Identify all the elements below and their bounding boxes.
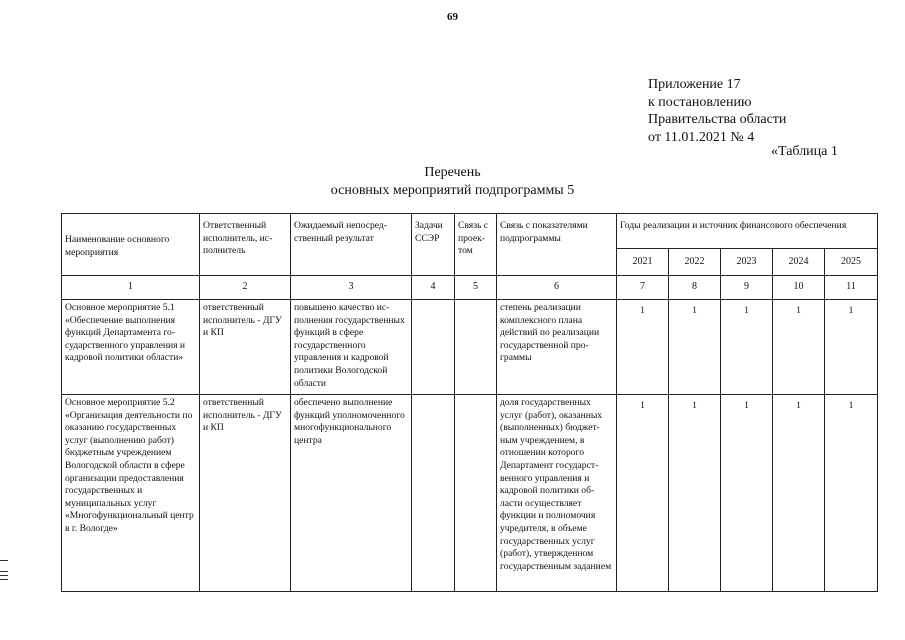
header-link-indicators: Связь с показателями подпрограммы bbox=[497, 214, 617, 276]
cell-value: 1 bbox=[721, 395, 773, 592]
margin-mark bbox=[0, 579, 8, 580]
header-year: 2025 bbox=[825, 249, 878, 276]
cell-result: повышено качество исполнения государственных функций в сфере государственного управления и кадровой политики Вологодской области bbox=[291, 300, 412, 395]
cell-result: обеспечено выполнение функций уполномоченного многофункционального центра bbox=[291, 395, 412, 592]
table-row bbox=[62, 395, 878, 592]
header-link-project: Связь с проектом bbox=[455, 214, 497, 276]
column-number: 6 bbox=[497, 276, 617, 300]
cell-value: 1 bbox=[617, 395, 669, 592]
cell-value: 1 bbox=[825, 395, 878, 592]
table-row bbox=[62, 300, 878, 395]
column-number: 10 bbox=[773, 276, 825, 300]
column-number: 7 bbox=[617, 276, 669, 300]
header-year: 2023 bbox=[721, 249, 773, 276]
activities-table bbox=[61, 213, 878, 592]
cell-tasks bbox=[412, 395, 455, 592]
margin-mark bbox=[0, 571, 8, 572]
cell-value: 1 bbox=[773, 395, 825, 592]
header-executor: Ответственный исполнитель, исполнитель bbox=[200, 214, 291, 276]
cell-link-project bbox=[455, 395, 497, 592]
appendix-line: Приложение 17 bbox=[648, 77, 741, 92]
header-result: Ожидаемый непосредственный результат bbox=[291, 214, 412, 276]
header-years-group: Годы реализации и источник финансового обеспечения bbox=[617, 214, 878, 249]
header-name: Наименование основного мероприятия bbox=[62, 214, 200, 276]
margin-mark bbox=[0, 560, 8, 561]
cell-value: 1 bbox=[721, 300, 773, 395]
column-number: 9 bbox=[721, 276, 773, 300]
header-year: 2021 bbox=[617, 249, 669, 276]
cell-value: 1 bbox=[773, 300, 825, 395]
cell-tasks bbox=[412, 300, 455, 395]
appendix-line: к постановлению bbox=[648, 94, 752, 110]
column-number: 4 bbox=[412, 276, 455, 300]
cell-value: 1 bbox=[669, 300, 721, 395]
cell-name: Основное мероприятие 5.2 «Организация деятельности по оказанию государственных услуг (выполнению работ) бюджетным учреждением Вологодской области в сфере организации предоставления государственных и муниципальных услуг «Многофункциональный центр в г. Вологде» bbox=[62, 395, 200, 592]
cell-name: Основное мероприятие 5.1 «Обеспечение выполнения функций Департамента государственного управления и кадровой политики области» bbox=[62, 300, 200, 395]
cell-executor: ответственный исполнитель - ДГУ и КП bbox=[200, 395, 291, 592]
column-number: 1 bbox=[62, 276, 200, 300]
cell-value: 1 bbox=[669, 395, 721, 592]
cell-value: 1 bbox=[825, 300, 878, 395]
header-year: 2024 bbox=[773, 249, 825, 276]
appendix-line: Правительства области bbox=[648, 112, 787, 127]
cell-link-indicators: доля государственных услуг (работ), оказанных (выполненных) бюджетным учреждением, в отношении которого Департамент государственного управления и кадровой политики области осуществляет функции и полномочия учредителя, в объеме государственных услуг (работ), утвержденном государственным заданием bbox=[497, 395, 617, 592]
column-number: 5 bbox=[455, 276, 497, 300]
table-label: «Таблица 1 bbox=[771, 144, 838, 159]
page-number: 69 bbox=[447, 11, 458, 23]
cell-link-project bbox=[455, 300, 497, 395]
appendix-line: от 11.01.2021 № 4 bbox=[648, 129, 755, 145]
column-number: 8 bbox=[669, 276, 721, 300]
cell-executor: ответственный исполнитель - ДГУ и КП bbox=[200, 300, 291, 395]
header-year: 2022 bbox=[669, 249, 721, 276]
appendix-block bbox=[648, 76, 786, 146]
column-number: 2 bbox=[200, 276, 291, 300]
column-number: 3 bbox=[291, 276, 412, 300]
column-number: 11 bbox=[825, 276, 878, 300]
header-tasks: Задачи ССЭР bbox=[412, 214, 455, 276]
cell-link-indicators: степень реализации комплексного плана действий по реализации государственной программы bbox=[497, 300, 617, 395]
cell-value: 1 bbox=[617, 300, 669, 395]
margin-mark bbox=[0, 575, 8, 576]
document-title: Перечень bbox=[424, 165, 481, 180]
document-subtitle: основных мероприятий подпрограммы 5 bbox=[330, 183, 575, 198]
